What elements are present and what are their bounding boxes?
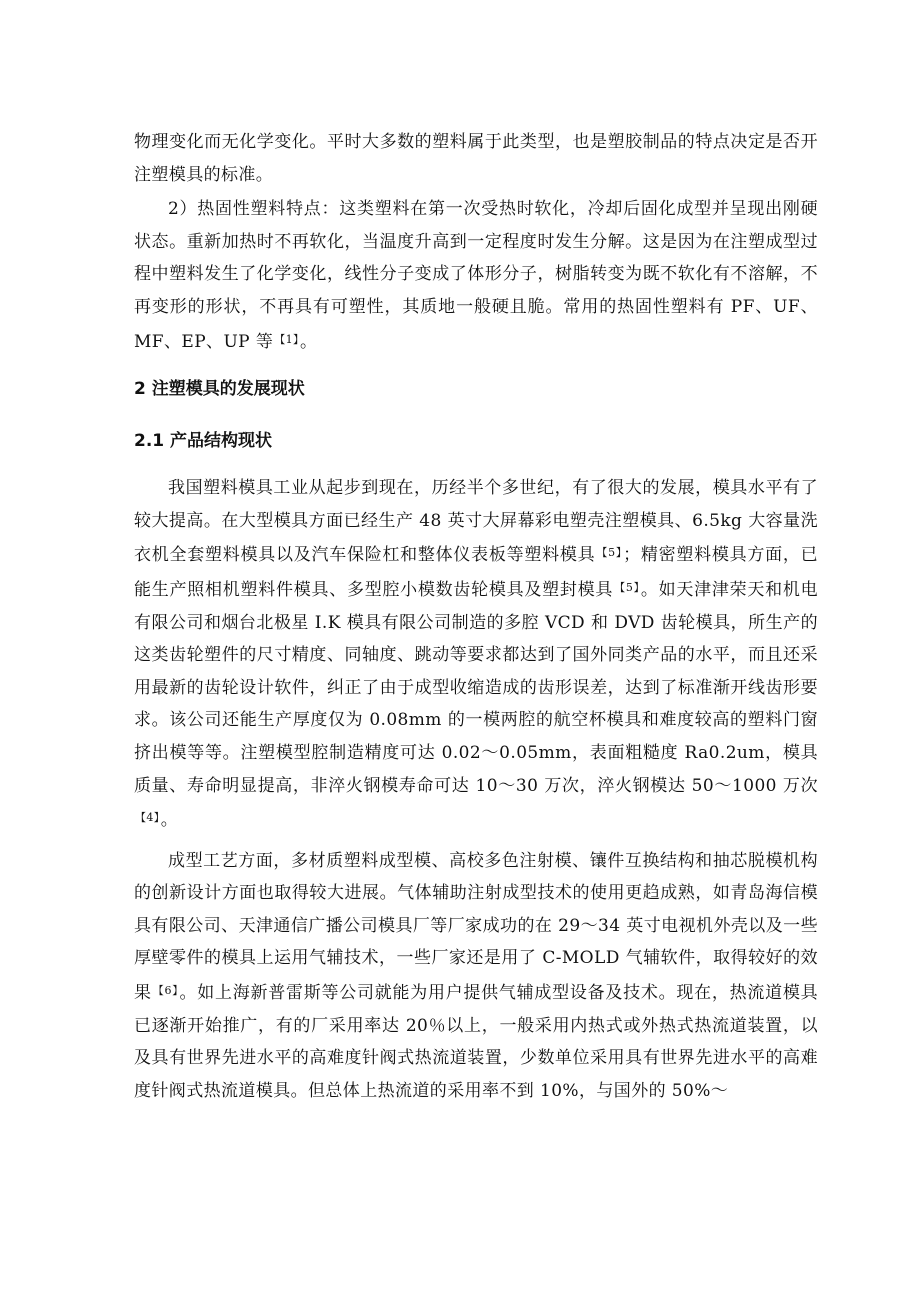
section-heading-2-1: 2.1 产品结构现状 (134, 431, 273, 452)
thermoset-text: 2）热固性塑料特点：这类塑料在第一次受热时软化，冷却后固化成型并呈现出刚硬状态。重新加热时不再软化，当温度升高到一定程度时发生分解。这是因为在注塑成型过程中塑料发生了化学变化，线性分子变成了体形分子，树脂转变为既不软化有不溶解，不再变形的形状，不再具有可塑性，其质地一般硬且脆。常用的热固性塑料有 PF、UF、MF、EP、UP 等 (134, 199, 818, 352)
structure-text-2: ；精密塑料模具方面，已能生产照相机塑料件模具、多型腔小模数齿轮模具及塑封模具 (134, 545, 818, 600)
process-text-2: 。如上海新普雷斯等公司就能为用户提供气辅成型设备及技术。现在，热流道模具已逐渐开始推广，有的厂采用率达 20％以上，一般采用内热式或外热式热流道装置，以及具有世界先进水平的高难度针阀式热流道装置，少数单位采用具有世界先进水平的高难度针阀式热流道模具。但总体上热流道的采用率不到 10%，与国外的 50%～ (134, 983, 818, 1101)
citation-marker: 【6】 (152, 984, 179, 998)
structure-text-1: 我国塑料模具工业从起步到现在，历经半个多世纪，有了很大的发展，模具水平有了较大提高。在大型模具方面已经生产 48 英寸大屏幕彩电塑壳注塑模具、6.5kg 大容量洗衣机全套塑料模具以及汽车保险杠和整体仪表板等塑料模具 (134, 478, 818, 566)
citation-marker: 【4】 (135, 811, 160, 825)
paragraph-intro-tail: 物理变化而无化学变化。平时大多数的塑料属于此类型，也是塑胶制品的特点决定是否开注塑模具的标准。 (134, 132, 818, 185)
page-content (134, 126, 818, 1107)
thermoset-end: 。 (299, 331, 318, 352)
citation-marker: 【5】 (614, 580, 640, 594)
citation-marker: 【1】 (274, 332, 299, 346)
structure-text-4: 。 (160, 810, 179, 831)
section-heading-2: 2 注塑模具的发展现状 (134, 379, 305, 400)
paragraph-process-technology (134, 845, 818, 1108)
paragraph-thermoset-plastics (134, 193, 818, 358)
paragraph-product-structure (134, 472, 818, 837)
process-text-1: 成型工艺方面，多材质塑料成型模、高校多色注射模、镶件互换结构和抽芯脱模机构的创新设计方面也取得较大进展。气体辅助注射成型技术的使用更趋成熟，如青岛海信模具有限公司、天津通信广播公司模具厂等厂家成功的在 29～34 英寸电视机外壳以及一些厚壁零件的模具上运用气辅技术，一些厂家还是用了 C-MOLD 气辅软件，取得较好的效果 (134, 850, 818, 1004)
citation-marker: 【5】 (596, 546, 623, 560)
structure-text-3: 。如天津津荣天和机电有限公司和烟台北极星 I.K 模具有限公司制造的多腔 VCD 和 DVD 齿轮模具，所生产的这类齿轮塑件的尺寸精度、同轴度、跳动等要求都达到了国外同类产品的水平，而且还采用最新的齿轮设计软件，纠正了由于成型收缩造成的齿形误差，达到了标准渐开线齿形要求。该公司还能生产厚度仅为 0.08mm 的一模两腔的航空杯模具和难度较高的塑料门窗挤出模等等。注塑模型腔制造精度可达 0.02～0.05mm，表面粗糙度 Ra0.2um，模具质量、寿命明显提高，非淬火钢模寿命可达 10～30 万次，淬火钢模达 50～1000 万次 (134, 579, 819, 796)
